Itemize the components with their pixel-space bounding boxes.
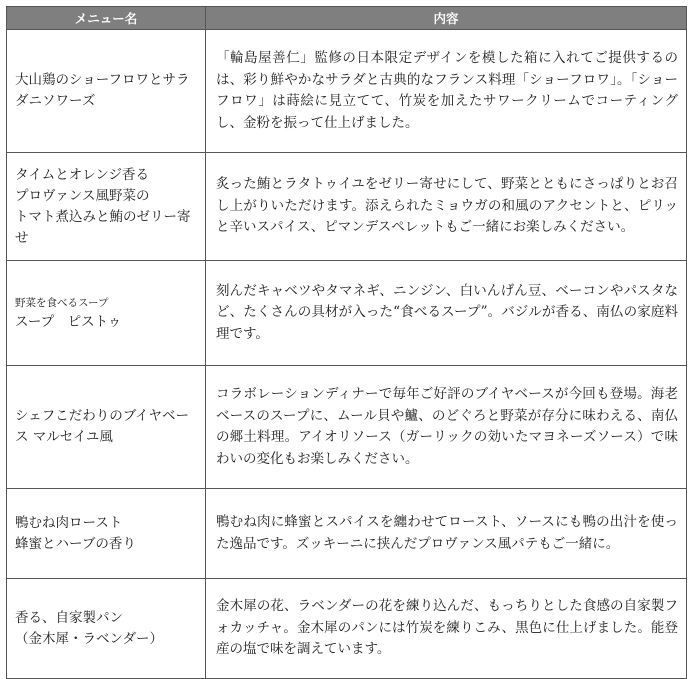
- menu-name-line: トマト煮込みと鮪のゼリー寄せ: [15, 208, 191, 246]
- header-content: 内容: [206, 7, 687, 30]
- header-row: [7, 7, 687, 30]
- table-row: [7, 261, 687, 366]
- table-row: [7, 366, 687, 489]
- menu-name-line: タイムとオレンジ香る: [15, 166, 150, 183]
- menu-name-cell: [7, 366, 206, 489]
- menu-name-line: 香る、自家製パン: [15, 609, 123, 626]
- menu-description: コラボレーションディナーで毎年ご好評のブイヤベースが今回も登場。海老ベースのスープに、ムール貝や鱸、のどぐろと野菜が存分に味わえる、南仏の郷土料理。アイオリソース（ガーリックの効いたマヨネーズソース）で味わいの変化もお楽しみください。: [206, 366, 687, 489]
- menu-name-cell: [7, 30, 206, 153]
- header-menu-name: メニュー名: [7, 7, 206, 30]
- menu-description: 刻んだキャベツやタマネギ、ニンジン、白いんげん豆、ベーコンやパスタなど、たくさんの具材が入った“食べるスープ”。バジルが香る、南仏の家庭料理です。: [206, 261, 687, 366]
- table-row: [7, 153, 687, 261]
- table-row: [7, 489, 687, 579]
- menu-name-cell: [7, 153, 206, 261]
- menu-name-line: プロヴァンス風野菜の: [15, 187, 150, 204]
- menu-description: 炙った鮪とラタトゥイユをゼリー寄せにして、野菜とともにさっぱりとお召し上がりいただけます。添えられたミョウガの和風のアクセントと、ピリッと辛いスパイス、ピマンデスペレットもご一緒にお楽しみください。: [206, 153, 687, 261]
- table-row: [7, 579, 687, 679]
- menu-name-line: 蜂蜜とハーブの香り: [15, 535, 136, 552]
- table-row: [7, 30, 687, 153]
- menu-name: 大山鶏のショーフロワとサラダニソワーズ: [15, 72, 190, 109]
- menu-description: 金木犀の花、ラベンダーの花を練り込んだ、もっちりとした食感の自家製フォカッチャ。金木犀のパンには竹炭を練りこみ、黒色に仕上げました。能登産の塩で味を調えています。: [206, 579, 687, 679]
- menu-name: シェフこだわりのブイヤベース マルセイユ風: [15, 408, 190, 445]
- menu-name-cell: [7, 489, 206, 579]
- menu-name-cell: [7, 579, 206, 679]
- menu-table: [6, 6, 687, 679]
- menu-name-cell: [7, 261, 206, 366]
- menu-name-line: （金木犀・ラベンダー）: [15, 630, 163, 647]
- menu-name-line: 鴨むね肉ロースト: [15, 514, 123, 531]
- menu-description: 鴨むね肉に蜂蜜とスパイスを纏わせてロースト、ソースにも鴨の出汁を使った逸品です。ズッキーニに挟んだプロヴァンス風パテもご一緒に。: [206, 489, 687, 579]
- menu-name-subtitle: 野菜を食べるスープ: [15, 296, 109, 309]
- menu-description: 「輪島屋善仁」監修の日本限定デザインを模した箱に入れてご提供するのは、彩り鮮やかなサラダと古典的なフランス料理「ショーフロワ」。「ショーフロワ」は蒔絵に見立てて、竹炭を加えたサワークリームでコーティングし、金粉を振って仕上げました。: [206, 30, 687, 153]
- menu-name: スープ ピストゥ: [15, 313, 122, 330]
